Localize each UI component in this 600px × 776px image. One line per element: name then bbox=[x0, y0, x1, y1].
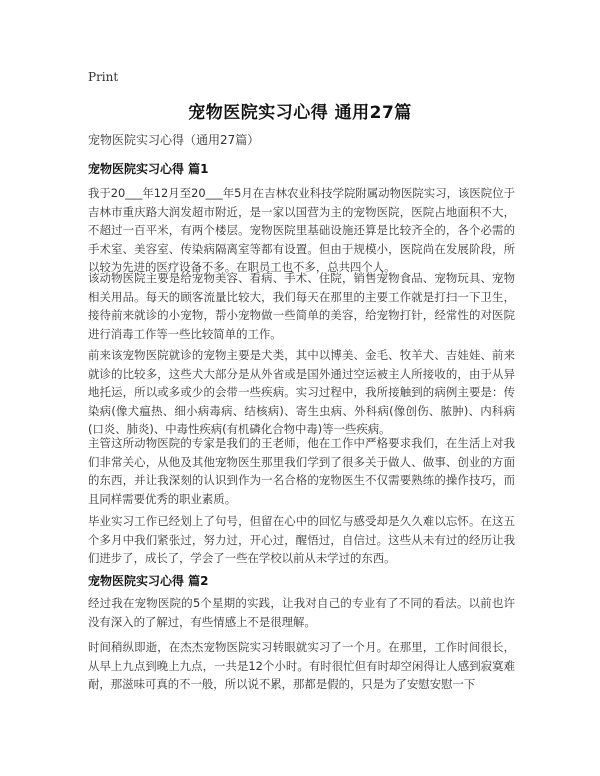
paragraph: 前来该宠物医院就诊的宠物主要是犬类，其中以博美、金毛、牧羊犬、吉娃娃、前来就诊的比较多，这些犬大部分是从外省或是国外通过空运被主人所接收的，由于从异地托运，所以或多或少的会带一些疾病。实习过程中，我所接触到的病例主要是：传染病(像犬瘟热、细小病毒病、结核病)、寄生虫病、外科病(像创伤、脓肿)、内科病(口炎、肺炎)、中毒性疾病(有机磷化合物中毒)等一些疾病。 bbox=[88, 348, 515, 437]
paragraph: 经过我在宠物医院的5个星期的实践，让我对自己的专业有了不同的看法。以前也许没有深入的了解过，有些情感上不是很理解。 bbox=[88, 596, 515, 629]
print-link[interactable]: Print bbox=[88, 70, 119, 84]
paragraph: 主管这所动物医院的专家是我们的王老师，他在工作中严格要求我们，在生活上对我们非常关心，从他及其他宠物医生那里我们学到了很多关于做人、做事、创业的方面的东西，并让我深刻的认识到作为一名合格的宠物医生不仅需要熟练的操作技巧，而且同样需要优秀的职业素质。 bbox=[88, 436, 515, 506]
subtitle: 宠物医院实习心得（通用27篇） bbox=[88, 133, 260, 147]
paragraph: 该动物医院主要是给宠物美容、看病、手术、住院，销售宠物食品、宠物玩具、宠物相关用品。每天的顾客流量比较大，我们每天在那里的主要工作就是打扫一下卫生，接待前来就诊的小宠物，帮小宠物做一些简单的美容，给宠物打针，经常性的对医院进行消毒工作等一些比较简单的工作。 bbox=[88, 271, 515, 341]
section-heading: 宠物医院实习心得 篇1 bbox=[88, 162, 209, 176]
paragraph: 时间稍纵即逝，在杰杰宠物医院实习转眼就实习了一个月。在那里，工作时间很长，从早上九点到晚上九点，一共是12个小时。有时很忙但有时却空闲得让人感到寂寞难耐，那滋味可真的不一般，所以说不累，那都是假的，只是为了安慰安慰一下 bbox=[88, 640, 515, 692]
paragraph: 我于20___年12月至20___年5月在吉林农业科技学院附属动物医院实习，该医院位于吉林市重庆路大润发超市附近，是一家以国营为主的宠物医院，医院占地面积不大，不超过一百平米，有两个楼层。宠物医院里基础设施还算是比较齐全的，各个必需的手术室、美容室、传染病隔离室等都有设置。但由于规模小，医院尚在发展阶段，所以较为先进的医疗设备不多。在职员工也不多，总共四个人。 bbox=[88, 186, 515, 275]
section-heading: 宠物医院实习心得 篇2 bbox=[88, 574, 209, 588]
paragraph: 毕业实习工作已经划上了句号，但留在心中的回忆与感受却是久久难以忘怀。在这五个多月中我们紧张过，努力过，开心过，醒悟过，自信过。这些从未有过的经历让我们进步了，成长了，学会了一些在学校以前从未学过的东西。 bbox=[88, 514, 515, 566]
page-title: 宠物医院实习心得 通用27篇 bbox=[188, 103, 412, 123]
